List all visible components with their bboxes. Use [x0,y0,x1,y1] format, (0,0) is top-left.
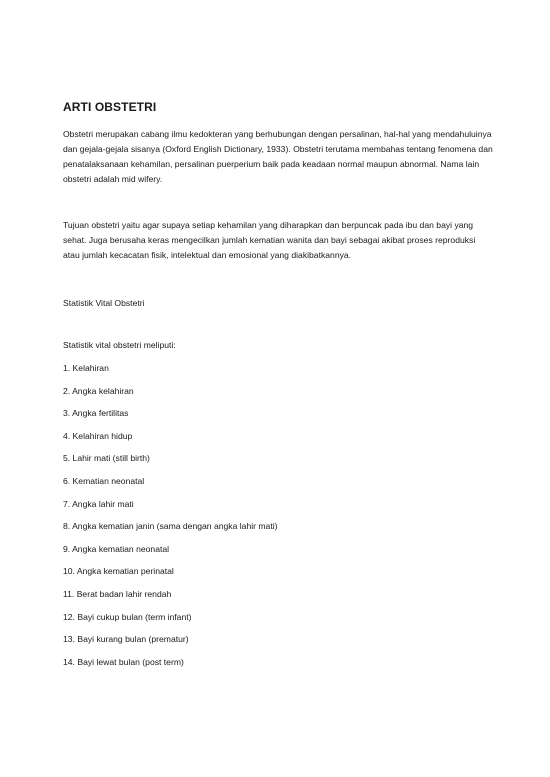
list-item: 1. Kelahiran [63,363,109,373]
paragraph-purpose: Tujuan obstetri yaitu agar supaya setiap kehamilan yang diharapkan dan berpuncak pada ibu dan bayi yang sehat. Juga berusaha keras mengecilkan jumlah kematian wanita dan bayi sebagai akibat proses reproduksi atau jumlah kecacatan fisik, intelektual dan emosional yang diakibatkannya. [63,220,476,260]
list-item: 13. Bayi kurang bulan (prematur) [63,634,189,645]
list-item: 7. Angka lahir mati [63,498,134,509]
paragraph-definition: Obstetri merupakan cabang ilmu kedokteran yang berhubungan dengan persalinan, hal-hal yang mendahuluinya dan gejala-gejala sisanya (Oxford English Dictionary, 1933). Obstetri terutama membahas tentang fenomena dan penatalaksanaan kehamilan, persalinan puerperium baik pada keadaan normal maupun abnormal. Nama lain obstetri adalah mid wifery. [63,129,493,184]
section-heading: Statistik Vital Obstetri [63,298,145,308]
document-title: ARTI OBSTETRI [63,100,157,114]
list-item: 11. Berat badan lahir rendah [63,588,172,599]
document-body [63,100,493,678]
list-item: 3. Angka fertilitas [63,408,129,419]
list-item: 12. Bayi cukup bulan (term infant) [63,611,192,622]
list-intro: Statistik vital obstetri meliputi: [63,340,176,350]
list-item: 4. Kelahiran hidup [63,430,133,441]
list-item: 14. Bayi lewat bulan (post term) [63,656,184,667]
list-item: 9. Angka kematian neonatal [63,543,170,554]
list-item: 2. Angka kelahiran [63,385,134,396]
statistics-list [63,362,493,668]
list-item: 10. Angka kematian perinatal [63,566,174,577]
list-item: 5. Lahir mati (still birth) [63,453,150,464]
list-item: 6. Kematian neonatal [63,475,145,486]
list-item: 8. Angka kematian janin (sama dengan angka lahir mati) [63,521,278,532]
